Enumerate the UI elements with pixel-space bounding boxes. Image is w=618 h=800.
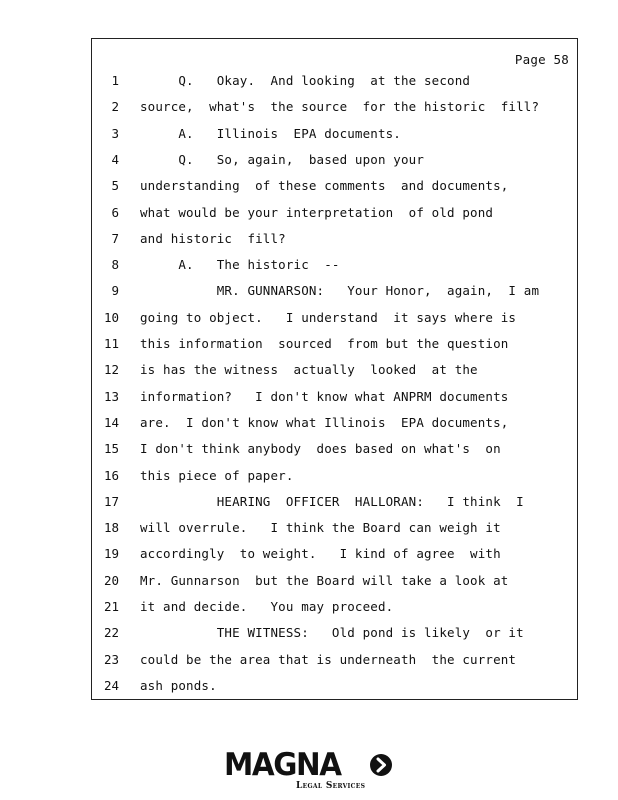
transcript-line — [92, 623, 577, 643]
transcript-line — [92, 387, 577, 407]
line-number: 20 — [103, 572, 119, 588]
line-number: 4 — [111, 151, 119, 167]
line-number: 22 — [103, 625, 119, 641]
logo-wordmark: MAGNA — [224, 747, 341, 783]
line-number: 24 — [103, 677, 119, 693]
page-number: Page 58 — [514, 52, 569, 67]
line-text: Q. Okay. And looking at the second — [140, 73, 471, 88]
line-number: 3 — [111, 125, 119, 141]
line-text: Q. So, again, based upon your — [140, 151, 424, 167]
line-number: 15 — [103, 441, 119, 457]
magna-logo — [224, 748, 394, 793]
line-text: it and decide. You may proceed. — [140, 599, 394, 614]
transcript-line — [92, 544, 577, 564]
transcript-page — [91, 38, 578, 700]
transcript-line — [92, 650, 577, 670]
line-number: 16 — [103, 467, 119, 483]
transcript-line — [92, 176, 577, 196]
transcript-line — [92, 255, 577, 275]
line-text: going to object. I understand it says where is — [140, 309, 517, 325]
line-number: 6 — [111, 204, 119, 220]
line-text: ash ponds. — [140, 677, 217, 693]
logo-subtitle: Legal Services — [296, 781, 366, 791]
line-text: this information sourced from but the question — [140, 336, 509, 351]
line-number: 7 — [111, 230, 119, 246]
transcript-line — [92, 466, 577, 486]
line-text: HEARING OFFICER HALLORAN: I think I — [140, 493, 524, 509]
line-number: 10 — [103, 309, 119, 325]
transcript-line — [92, 676, 577, 696]
line-text: and historic fill? — [140, 230, 286, 246]
line-text: this piece of paper. — [140, 467, 294, 483]
transcript-line — [92, 360, 577, 380]
transcript-line — [92, 439, 577, 459]
transcript-line — [92, 124, 577, 144]
line-number: 17 — [103, 493, 119, 509]
transcript-line — [92, 150, 577, 170]
transcript-line — [92, 334, 577, 354]
line-text: THE WITNESS: Old pond is likely or it — [140, 625, 524, 641]
transcript-line — [92, 308, 577, 328]
line-text: Mr. Gunnarson but the Board will take a look at — [140, 572, 509, 588]
transcript-line — [92, 492, 577, 512]
line-number: 1 — [111, 73, 119, 88]
transcript-line — [92, 281, 577, 301]
line-number: 11 — [103, 336, 119, 351]
line-number: 8 — [111, 257, 119, 273]
line-number: 14 — [103, 414, 119, 430]
line-number: 9 — [111, 283, 119, 299]
line-text: will overrule. I think the Board can weigh it — [140, 520, 501, 536]
line-number: 23 — [103, 651, 119, 667]
transcript-line — [92, 203, 577, 223]
line-number: 12 — [103, 362, 119, 378]
line-number: 18 — [103, 520, 119, 536]
line-text: could be the area that is underneath the current — [140, 651, 517, 667]
line-number: 13 — [103, 388, 119, 404]
line-text: understanding of these comments and documents, — [140, 178, 509, 194]
line-text: A. Illinois EPA documents. — [140, 125, 401, 141]
chevron-right-circle-icon — [369, 753, 393, 777]
line-text: is has the witness actually looked at the — [140, 362, 478, 378]
line-text: information? I don't know what ANPRM documents — [140, 388, 509, 404]
line-number: 19 — [103, 546, 119, 562]
transcript-line — [92, 71, 577, 91]
line-text: source, what's the source for the historic fill? — [140, 99, 540, 115]
line-text: A. The historic -- — [140, 257, 340, 273]
line-text: what would be your interpretation of old pond — [140, 204, 494, 220]
transcript-line — [92, 97, 577, 117]
line-number: 21 — [103, 599, 119, 614]
line-number: 2 — [111, 99, 119, 115]
line-text: are. I don't know what Illinois EPA documents, — [140, 414, 509, 430]
line-text: MR. GUNNARSON: Your Honor, again, I am — [140, 283, 540, 299]
transcript-line — [92, 229, 577, 249]
line-text: accordingly to weight. I kind of agree with — [140, 546, 501, 562]
transcript-line — [92, 571, 577, 591]
transcript-line — [92, 413, 577, 433]
line-number: 5 — [111, 178, 119, 194]
line-text: I don't think anybody does based on what's on — [140, 441, 501, 457]
transcript-line — [92, 518, 577, 538]
transcript-line — [92, 597, 577, 617]
